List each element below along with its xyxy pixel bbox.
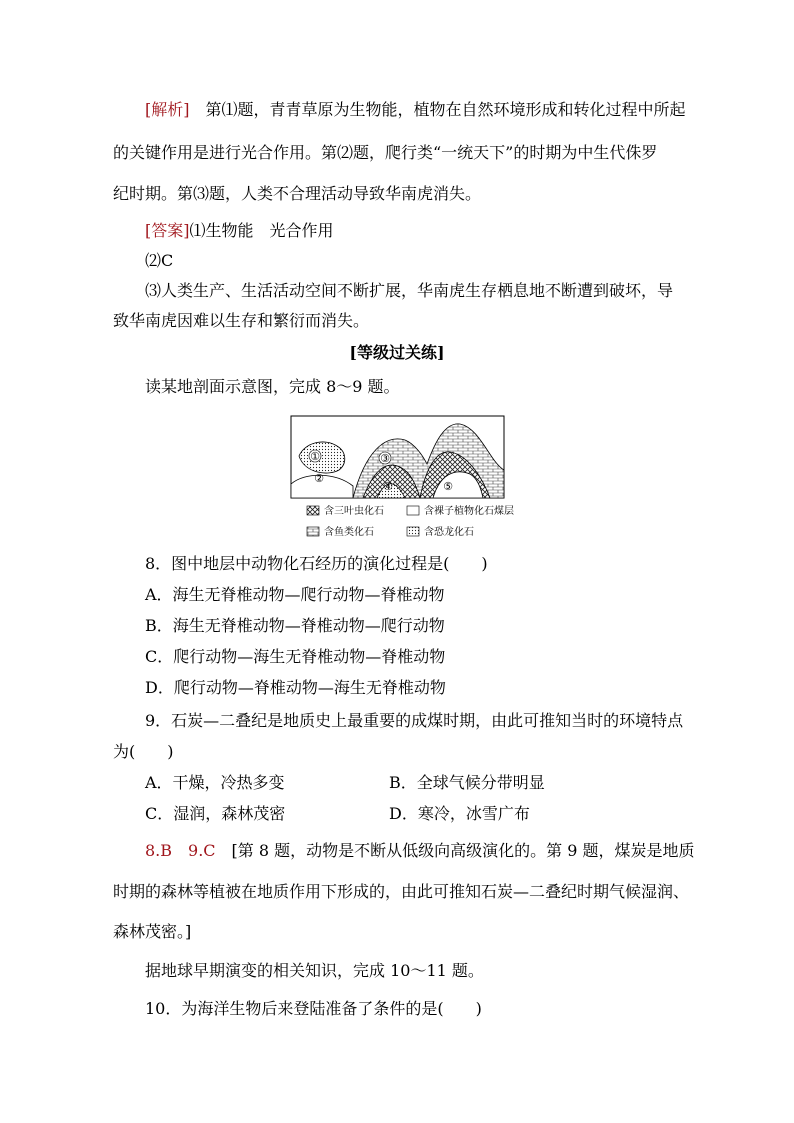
section-title: [等级过关练] <box>349 343 445 362</box>
q8-option-a: A．海生无脊椎动物—爬行动物—脊椎动物 <box>145 585 445 604</box>
geologic-section-figure <box>285 412 547 547</box>
intro-10-11: 据地球早期演变的相关知识，完成 10～11 题。 <box>145 961 484 980</box>
answer-8-9-line-1: 8.B 9.C [第 8 题，动物是不断从低级向高级演化的。第 9 题，煤炭是地质 <box>145 841 695 860</box>
answer-line-3: ⑶人类生产、生活活动空间不断扩展，华南虎生存栖息地不断遭到破坏，导 <box>145 281 674 300</box>
answer-line-4: 致华南虎因难以生存和繁衍而消失。 <box>113 311 370 330</box>
label-1: ① <box>310 450 320 463</box>
intro-8-9: 读某地剖面示意图，完成 8～9 题。 <box>145 377 400 396</box>
analysis-line-2: 的关键作用是进行光合作用。第⑵题，爬行类“一统天下”的时期为中生代侏罗 <box>113 143 658 162</box>
legend-swatch-coal <box>407 506 419 515</box>
analysis-tag: [解析] <box>145 100 190 119</box>
q9-option-b: B．全球气候分带明显 <box>389 773 545 792</box>
legend-swatch-dinosaur <box>407 527 419 536</box>
q8-option-c: C．爬行动物—海生无脊椎动物—脊椎动物 <box>145 647 446 666</box>
q8-option-b: B．海生无脊椎动物—脊椎动物—爬行动物 <box>145 616 445 635</box>
legend-swatch-trilobite <box>307 506 319 515</box>
label-2: ② <box>314 472 324 485</box>
q9-option-c: C．湿润，森林茂密 <box>145 804 286 823</box>
legend-trilobite: 含三叶虫化石 <box>324 506 384 517</box>
q8-option-d: D．爬行动物—脊椎动物—海生无脊椎动物 <box>145 678 446 697</box>
answer-8-9-line-2: 时期的森林等植被在地质作用下形成的，由此可推知石炭—二叠纪时期气候湿润、 <box>113 882 690 901</box>
label-5: ⑤ <box>443 480 453 493</box>
q9-stem-1: 9．石炭—二叠纪是地质史上最重要的成煤时期，由此可推知当时的环境特点 <box>145 711 684 730</box>
answer-line-1: [答案]⑴生物能 光合作用 <box>145 221 334 240</box>
answer-tag: [答案] <box>145 221 190 240</box>
answer-8-9-keys: 8.B 9.C <box>145 841 216 860</box>
q9-option-a: A．干燥，冷热多变 <box>145 773 285 792</box>
q10-stem: 10．为海洋生物后来登陆准备了条件的是( ) <box>145 999 482 1018</box>
legend-swatch-fish <box>307 527 319 536</box>
legend-dinosaur: 含恐龙化石 <box>424 527 474 538</box>
label-4: ④ <box>383 480 393 493</box>
q8-stem: 8．图中地层中动物化石经历的演化过程是( ) <box>145 554 488 573</box>
analysis-line-3: 纪时期。第⑶题，人类不合理活动导致华南虎消失。 <box>113 184 482 203</box>
legend-coal: 含裸子植物化石煤层 <box>424 506 514 517</box>
answer-line-2: ⑵C <box>145 251 174 270</box>
q9-option-d: D．寒冷，冰雪广布 <box>389 804 530 823</box>
answer-8-9-line-3: 森林茂密。] <box>113 922 192 941</box>
legend-fish: 含鱼类化石 <box>324 527 374 538</box>
analysis-line-1: [解析] 第⑴题，青青草原为生物能，植物在自然环境形成和转化过程中所起 <box>145 100 686 119</box>
q9-stem-2: 为( ) <box>113 742 174 761</box>
label-3: ③ <box>380 452 390 465</box>
